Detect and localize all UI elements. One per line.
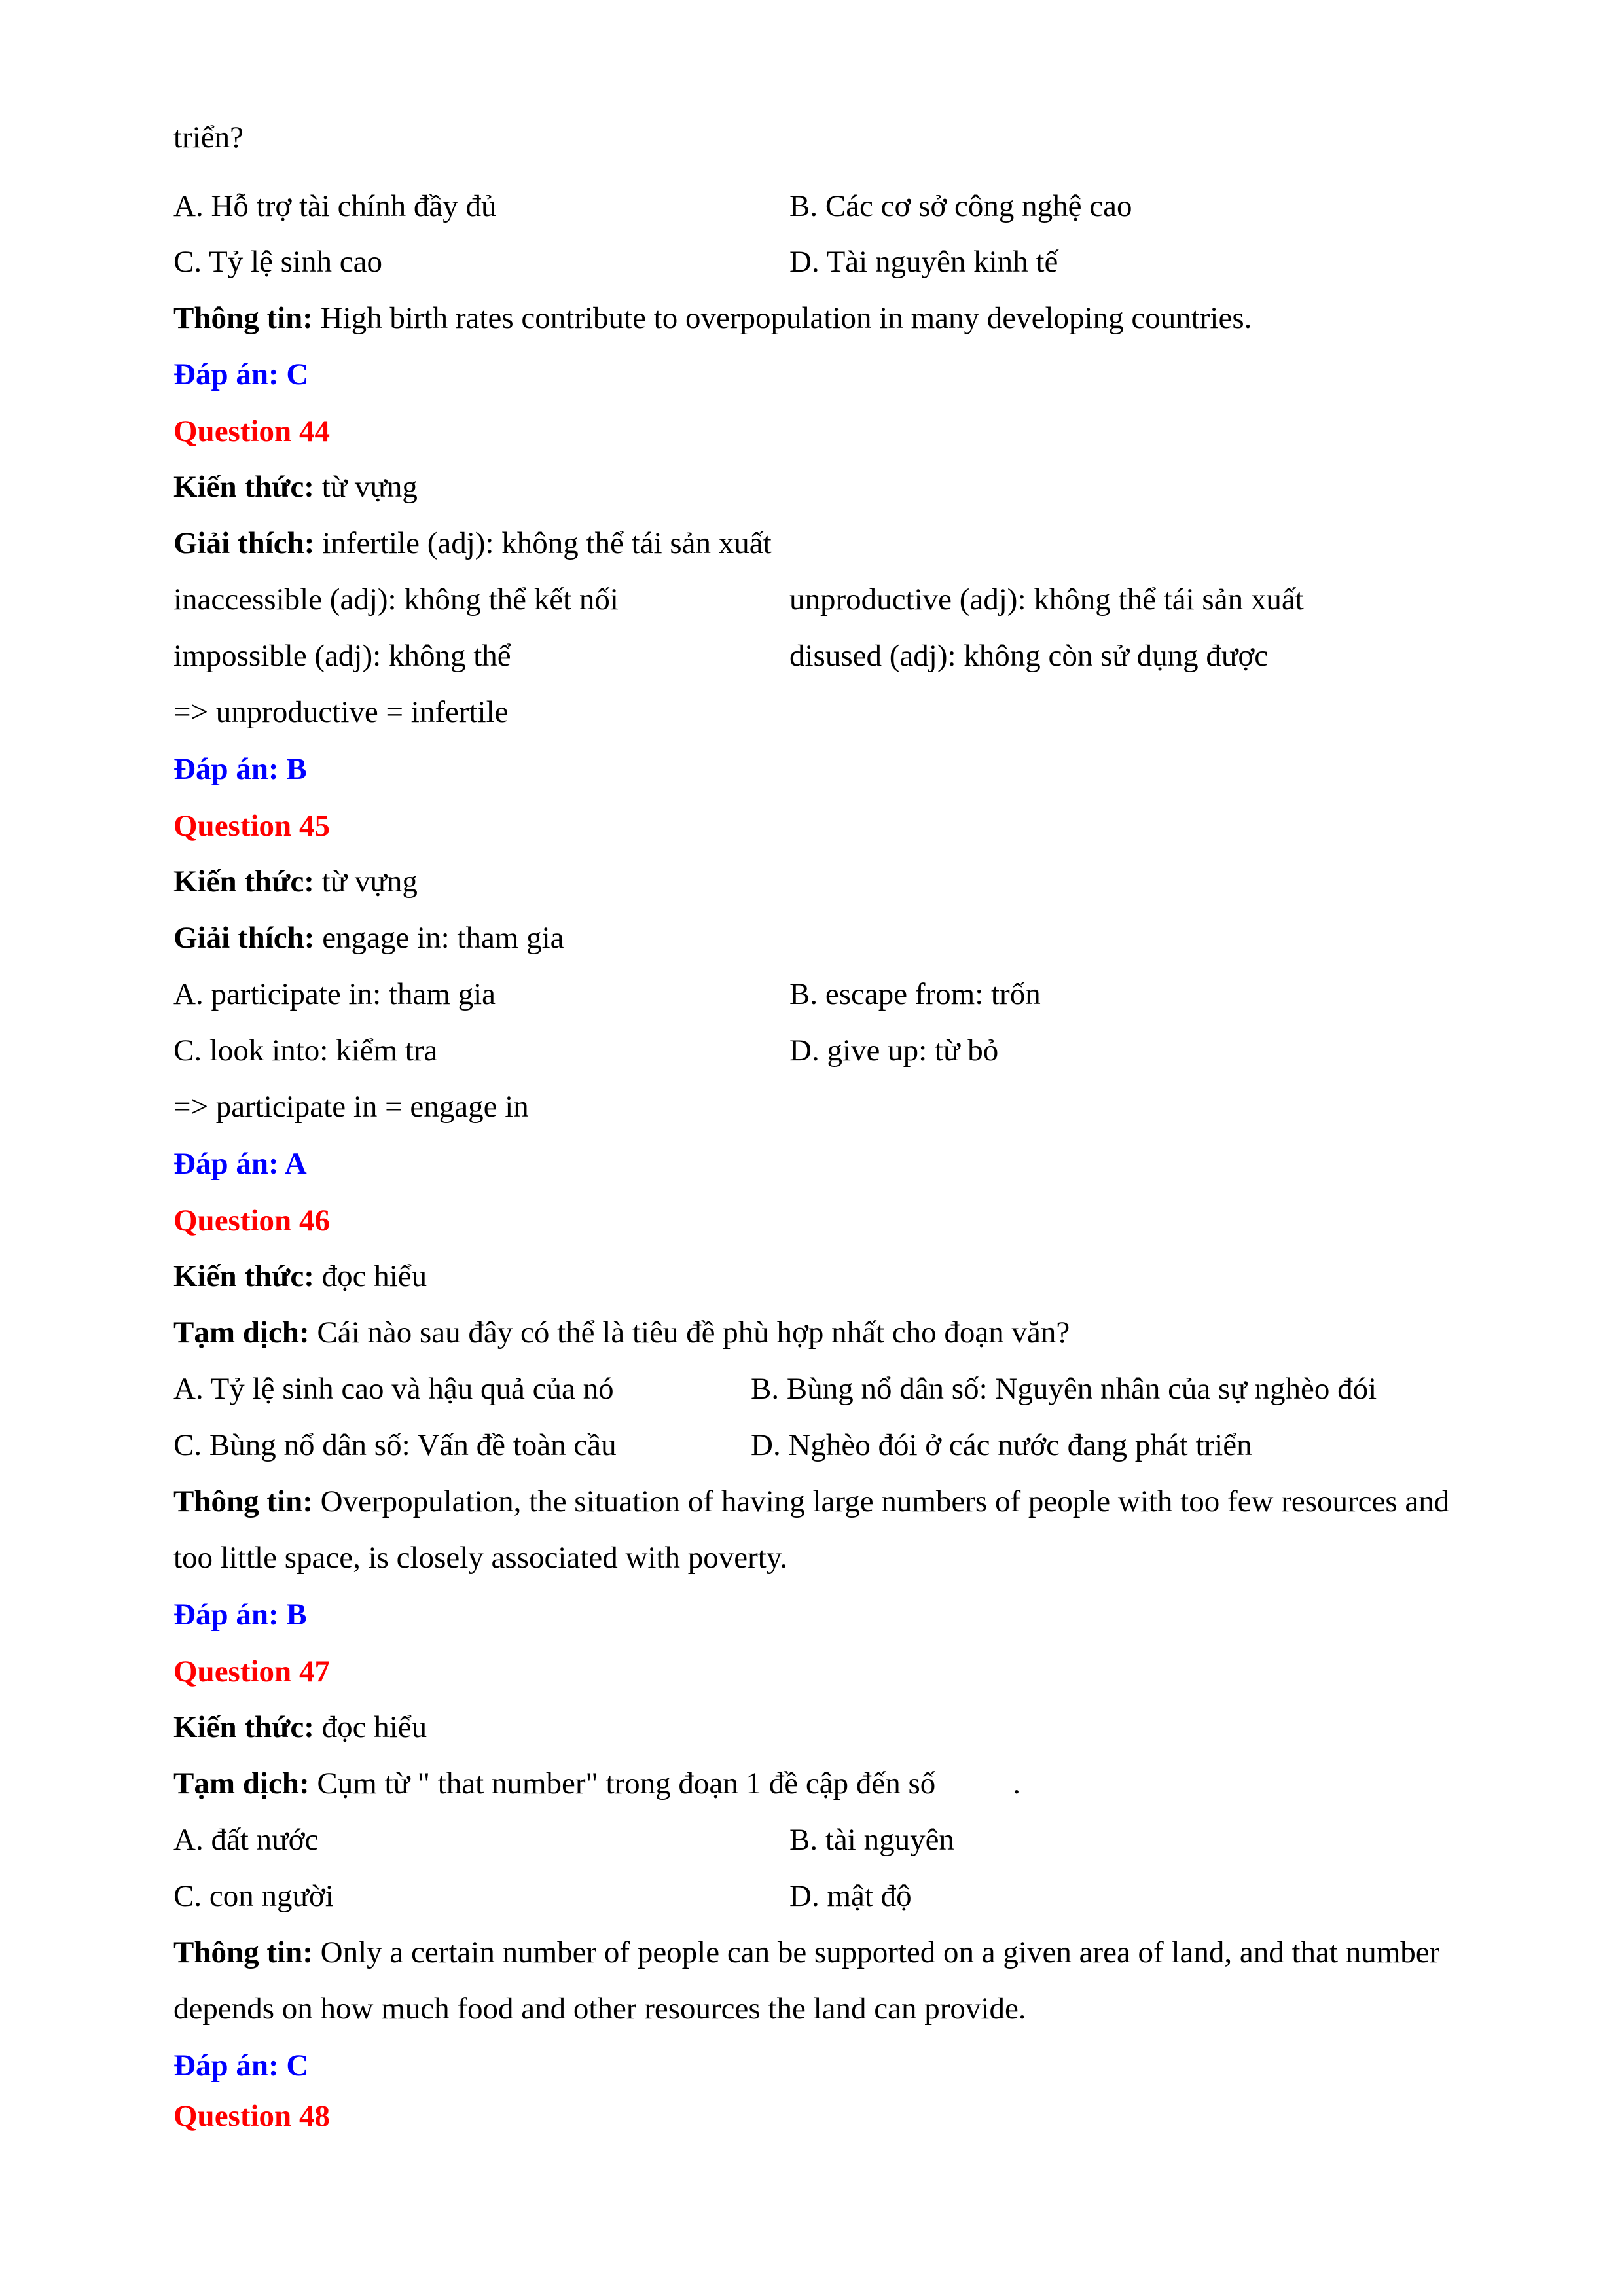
translation-line — [173, 1313, 1070, 1352]
translation-label: Tạm dịch: — [173, 1316, 310, 1350]
info-line-continuation: too little space, is closely associated with poverty. — [173, 1541, 788, 1575]
explanation-label: Giải thích: — [173, 921, 315, 955]
knowledge-text: đọc hiểu — [314, 1710, 427, 1744]
option-a: A. đất nước — [173, 1823, 319, 1857]
knowledge-label: Kiến thức: — [173, 865, 314, 899]
question-text-continuation: triển? — [173, 120, 244, 154]
answer-line: Đáp án: B — [173, 1598, 307, 1632]
option-a: A. Hỗ trợ tài chính đầy đủ — [173, 189, 497, 223]
knowledge-text: từ vựng — [314, 470, 418, 504]
option-b: B. Bùng nổ dân số: Nguyên nhân của sự nghèo đói — [751, 1372, 1377, 1406]
conclusion-line: => participate in = engage in — [173, 1090, 529, 1124]
knowledge-label: Kiến thức: — [173, 1259, 314, 1293]
option-a: A. Tỷ lệ sinh cao và hậu quả của nó — [173, 1372, 614, 1406]
option-b: B. escape from: trốn — [789, 977, 1041, 1011]
translation-text: Cụm từ " that number" trong đoạn 1 đề cập đến số — [309, 1767, 936, 1801]
info-line — [173, 1482, 1449, 1521]
answer-line: Đáp án: C — [173, 357, 309, 391]
knowledge-line — [173, 1708, 427, 1747]
option-b: unproductive (adj): không thể tái sản xuất — [789, 583, 1304, 617]
info-line — [173, 298, 1252, 338]
option-c: C. con người — [173, 1879, 334, 1913]
answer-line: Đáp án: B — [173, 752, 307, 786]
knowledge-line — [173, 862, 418, 901]
option-c: impossible (adj): không thể — [173, 639, 511, 673]
translation-line — [173, 1764, 1020, 1803]
option-c: C. look into: kiểm tra — [173, 1033, 438, 1067]
translation-end: . — [1013, 1767, 1021, 1801]
option-d: D. give up: từ bỏ — [789, 1033, 999, 1067]
option-d: disused (adj): không còn sử dụng được — [789, 639, 1269, 673]
info-label: Thông tin: — [173, 301, 313, 335]
answer-line: Đáp án: A — [173, 1147, 307, 1181]
option-d: D. Tài nguyên kinh tế — [789, 245, 1058, 279]
info-text: Overpopulation, the situation of having large numbers of people with too few resources and — [312, 1484, 1450, 1518]
explanation-line — [173, 524, 772, 563]
info-line-continuation: depends on how much food and other resources the land can provide. — [173, 1992, 1026, 2026]
knowledge-text: đọc hiểu — [314, 1259, 427, 1293]
question-heading: Question 44 — [173, 414, 330, 448]
knowledge-label: Kiến thức: — [173, 1710, 314, 1744]
info-text: High birth rates contribute to overpopulation in many developing countries. — [312, 301, 1252, 335]
knowledge-label: Kiến thức: — [173, 470, 314, 504]
question-heading: Question 46 — [173, 1204, 330, 1238]
explanation-text: engage in: tham gia — [314, 921, 564, 955]
info-line — [173, 1933, 1439, 1972]
explanation-label: Giải thích: — [173, 526, 315, 560]
option-c: C. Bùng nổ dân số: Vấn đề toàn cầu — [173, 1428, 617, 1462]
translation-text: Cái nào sau đây có thể là tiêu đề phù hợp nhất cho đoạn văn? — [309, 1316, 1070, 1350]
question-heading: Question 47 — [173, 1655, 330, 1689]
option-b: B. tài nguyên — [789, 1823, 954, 1857]
option-a: inaccessible (adj): không thể kết nối — [173, 583, 619, 617]
explanation-line — [173, 918, 564, 958]
option-c: C. Tỷ lệ sinh cao — [173, 245, 382, 279]
explanation-text: infertile (adj): không thể tái sản xuất — [314, 526, 772, 560]
knowledge-line — [173, 467, 418, 507]
info-label: Thông tin: — [173, 1935, 313, 1969]
info-label: Thông tin: — [173, 1484, 313, 1518]
answer-line: Đáp án: C — [173, 2049, 309, 2083]
info-text: Only a certain number of people can be supported on a given area of land, and that number — [312, 1935, 1440, 1969]
option-d: D. Nghèo đói ở các nước đang phát triển — [751, 1428, 1252, 1462]
question-heading: Question 48 — [173, 2099, 330, 2133]
conclusion-line: => unproductive = infertile — [173, 695, 509, 729]
option-b: B. Các cơ sở công nghệ cao — [789, 189, 1132, 223]
question-heading: Question 45 — [173, 809, 330, 843]
option-d: D. mật độ — [789, 1879, 912, 1913]
option-a: A. participate in: tham gia — [173, 977, 496, 1011]
knowledge-text: từ vựng — [314, 865, 418, 899]
translation-label: Tạm dịch: — [173, 1767, 310, 1801]
knowledge-line — [173, 1257, 427, 1296]
